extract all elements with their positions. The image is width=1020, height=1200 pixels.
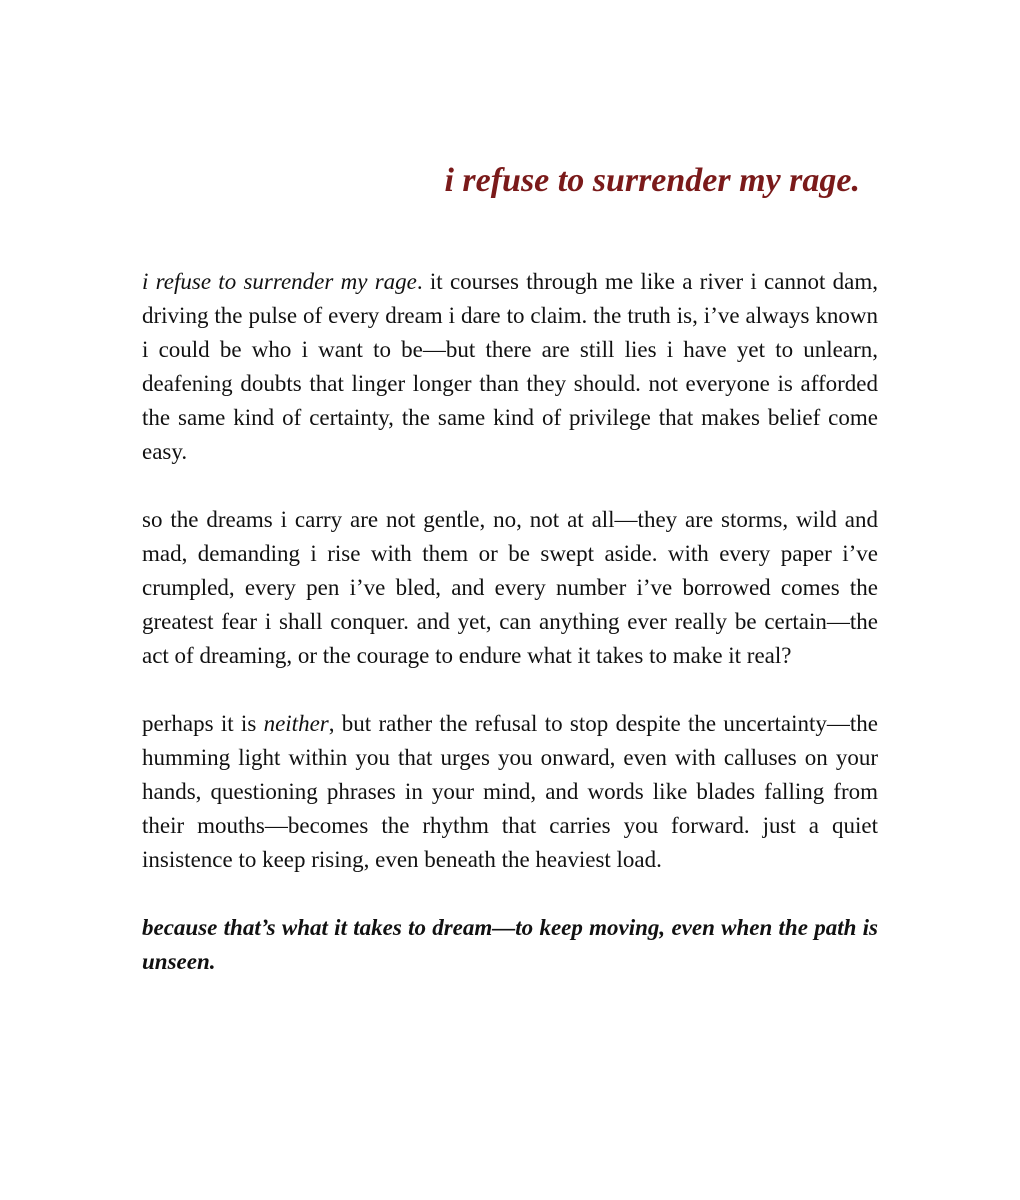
paragraph-2-text: so the dreams i carry are not gentle, no, not at all—they are storms, wild and mad, demanding i rise with them or be swept aside. with every paper i’ve crumpled, every pen i’ve bled, and every number i’ve borrowed comes the greatest fear i shall conquer. and yet, can anything ever really be certain—the act of dreaming, or the courage to endure what it takes to make it real?: [142, 507, 878, 668]
paragraph-3: [142, 707, 878, 877]
paragraph-1-text: . it courses through me like a river i cannot dam, driving the pulse of every dream i dare to claim. the truth is, i’ve always known i could be who i want to be—but there are still lies i have yet to unlearn, deafening doubts that linger longer than they should. not everyone is afforded the same kind of certainty, the same kind of privilege that makes belief come easy.: [142, 269, 878, 464]
page-title: i refuse to surrender my rage.: [444, 162, 860, 199]
paragraph-2: [142, 503, 878, 673]
paragraph-3-after: , but rather the refusal to stop despite the uncertainty—the humming light within you that urges you onward, even with calluses on your hands, questioning phrases in your mind, and words like blades falling from their mouths—becomes the rhythm that carries you forward. just a quiet insistence to keep rising, even beneath the heaviest load.: [142, 711, 878, 872]
closing-line: because that’s what it takes to dream—to keep moving, even when the path is unseen.: [142, 915, 878, 974]
paragraph-3-before: perhaps it is: [142, 711, 264, 736]
paragraph-1: [142, 265, 878, 469]
paragraph-1-italic-lead: i refuse to surrender my rage: [142, 269, 417, 294]
paragraph-3-italic-word: neither: [263, 711, 329, 736]
body-text: [142, 265, 878, 1013]
